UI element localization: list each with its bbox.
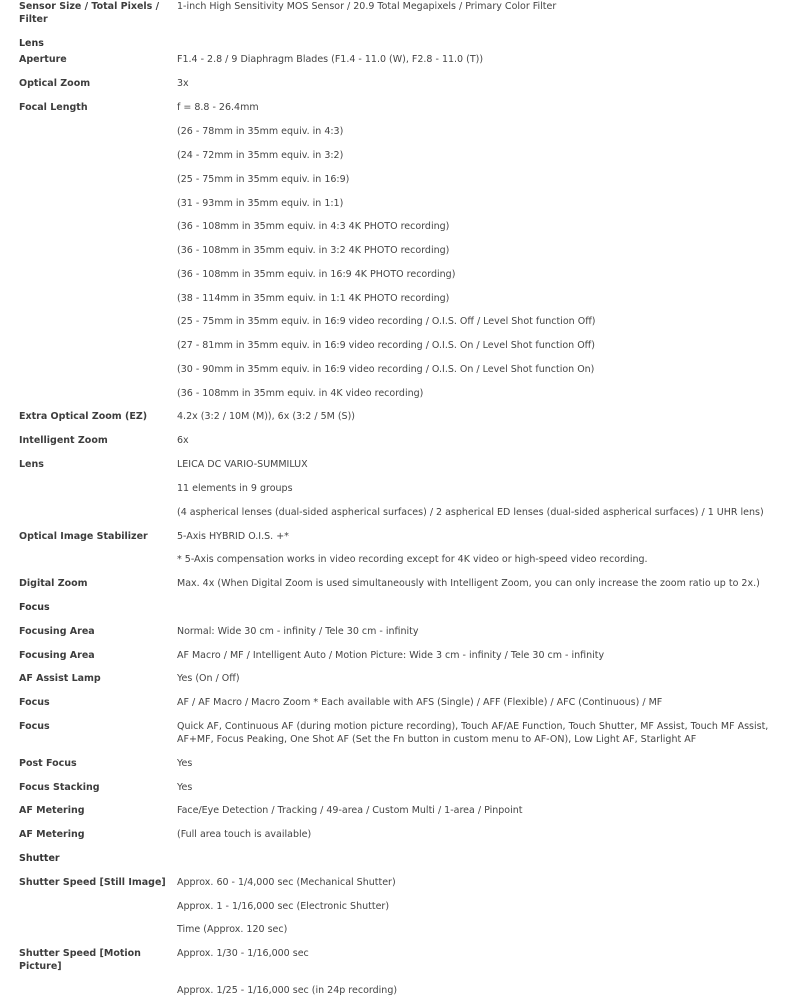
spec-value: (36 - 108mm in 35mm equiv. in 16:9 4K PHOTO recording) — [177, 269, 456, 280]
spec-value: (25 - 75mm in 35mm equiv. in 16:9) — [177, 174, 350, 185]
spec-value: (25 - 75mm in 35mm equiv. in 16:9 video recording / O.I.S. Off / Level Shot function Off) — [177, 316, 596, 327]
spec-label: Shutter Speed [Still Image] — [19, 877, 166, 888]
spec-label: Optical Image Stabilizer — [19, 531, 148, 542]
spec-value: Normal: Wide 30 cm - infinity / Tele 30 cm - infinity — [177, 626, 419, 637]
spec-value: 4.2x (3:2 / 10M (M)), 6x (3:2 / 5M (S)) — [177, 411, 355, 422]
spec-value: (36 - 108mm in 35mm equiv. in 4:3 4K PHOTO recording) — [177, 221, 450, 232]
spec-value: Approx. 1/30 - 1/16,000 sec — [177, 948, 309, 959]
spec-value: 6x — [177, 435, 189, 446]
spec-label: Focus — [19, 697, 50, 708]
spec-value: 5-Axis HYBRID O.I.S. +* — [177, 531, 289, 542]
spec-label: AF Metering — [19, 829, 85, 840]
spec-label: Post Focus — [19, 758, 77, 769]
spec-value: Yes — [177, 782, 193, 793]
spec-value: F1.4 - 2.8 / 9 Diaphragm Blades (F1.4 - 11.0 (W), F2.8 - 11.0 (T)) — [177, 54, 484, 65]
spec-label: Focal Length — [19, 102, 88, 113]
spec-value: (4 aspherical lenses (dual-sided aspherical surfaces) / 2 aspherical ED lenses (dual-sided aspherical surfaces) / 1 UHR lens) — [177, 507, 764, 518]
spec-label: Digital Zoom — [19, 578, 88, 589]
spec-value: Time (Approx. 120 sec) — [177, 924, 288, 935]
spec-label: Focusing Area — [19, 650, 95, 661]
spec-label: Focus Stacking — [19, 782, 100, 793]
spec-label: Optical Zoom — [19, 78, 91, 89]
spec-value: * 5-Axis compensation works in video recording except for 4K video or high-speed video recording. — [177, 554, 648, 565]
spec-label: Extra Optical Zoom (EZ) — [19, 411, 148, 422]
spec-value: (24 - 72mm in 35mm equiv. in 3:2) — [177, 150, 344, 161]
spec-value: Yes — [177, 758, 193, 769]
section-heading-shutter: Shutter — [19, 853, 60, 864]
spec-value: Approx. 1 - 1/16,000 sec (Electronic Shutter) — [177, 901, 390, 912]
spec-value: (27 - 81mm in 35mm equiv. in 16:9 video recording / O.I.S. On / Level Shot function Off) — [177, 340, 595, 351]
spec-value: (Full area touch is available) — [177, 829, 312, 840]
spec-label: Focus — [19, 721, 50, 732]
section-heading-lens: Lens — [19, 38, 44, 49]
spec-label: Focusing Area — [19, 626, 95, 637]
spec-value: Quick AF, Continuous AF (during motion picture recording), Touch AF/AE Function, Touch Shutter, MF Assist, Touch MF Assist, AF+MF, Focus Peaking, One Shot AF (Set the Fn button in custom menu to AF-ON), Low Light AF, Starlight AF — [177, 721, 769, 745]
spec-value: (36 - 108mm in 35mm equiv. in 3:2 4K PHOTO recording) — [177, 245, 450, 256]
spec-label: AF Metering — [19, 805, 85, 816]
spec-value: (31 - 93mm in 35mm equiv. in 1:1) — [177, 198, 344, 209]
spec-value: AF Macro / MF / Intelligent Auto / Motion Picture: Wide 3 cm - infinity / Tele 30 cm - infinity — [177, 650, 605, 661]
spec-value: (36 - 108mm in 35mm equiv. in 4K video recording) — [177, 388, 424, 399]
spec-value: Approx. 1/25 - 1/16,000 sec (in 24p recording) — [177, 985, 398, 996]
spec-value: Face/Eye Detection / Tracking / 49-area / Custom Multi / 1-area / Pinpoint — [177, 805, 523, 816]
spec-value: Max. 4x (When Digital Zoom is used simultaneously with Intelligent Zoom, you can only increase the zoom ratio up to 2x.) — [177, 578, 760, 589]
spec-label: AF Assist Lamp — [19, 673, 101, 684]
section-heading-focus: Focus — [19, 602, 50, 613]
spec-value: AF / AF Macro / Macro Zoom * Each available with AFS (Single) / AFF (Flexible) / AFC (Continuous) / MF — [177, 697, 663, 708]
spec-label: Intelligent Zoom — [19, 435, 108, 446]
spec-value: 11 elements in 9 groups — [177, 483, 293, 494]
spec-value: LEICA DC VARIO-SUMMILUX — [177, 459, 308, 470]
spec-value: (30 - 90mm in 35mm equiv. in 16:9 video recording / O.I.S. On / Level Shot function On) — [177, 364, 595, 375]
spec-value: 3x — [177, 78, 189, 89]
spec-value: Yes (On / Off) — [177, 673, 240, 684]
spec-label: Aperture — [19, 54, 67, 65]
spec-value: (38 - 114mm in 35mm equiv. in 1:1 4K PHOTO recording) — [177, 293, 450, 304]
spec-value: Approx. 60 - 1/4,000 sec (Mechanical Shutter) — [177, 877, 396, 888]
spec-label: Lens — [19, 459, 44, 470]
spec-label: Shutter Speed [Motion Picture] — [19, 948, 141, 972]
spec-label: Sensor Size / Total Pixels / Filter — [19, 1, 160, 25]
spec-value: f = 8.8 - 26.4mm — [177, 102, 259, 113]
spec-value: (26 - 78mm in 35mm equiv. in 4:3) — [177, 126, 344, 137]
spec-value: 1-inch High Sensitivity MOS Sensor / 20.9 Total Megapixels / Primary Color Filter — [177, 1, 557, 12]
